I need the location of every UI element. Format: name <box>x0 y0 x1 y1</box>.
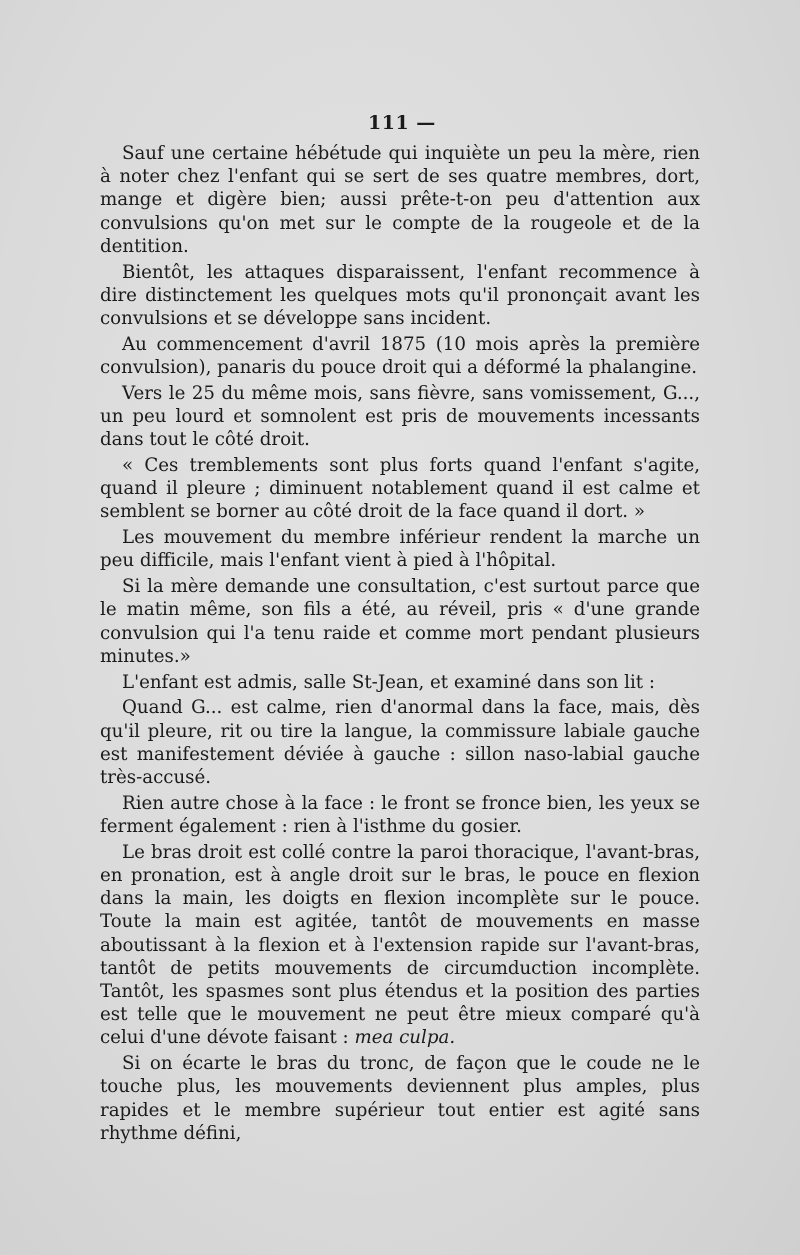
paragraph-11 <box>100 841 700 1050</box>
paragraph-11-text: Le bras droit est collé contre la paroi thoracique, l'avant-bras, en pronation, est à angle droit sur le bras, le pouce en flexion dans la main, les doigts en flexion incomplète sur le pouce. Toute la main est agitée, tantôt de mouvements en masse aboutissant à la flexion et à l'extension rapide sur l'avant-bras, tantôt de petits mouvements de circumduction incomplète. Tantôt, les spasmes sont plus étendus et la position des parties est telle que le mouvement ne peut être mieux comparé qu'à celui d'une dévote faisant : <box>100 841 700 1049</box>
body-text <box>100 142 700 1145</box>
latin-phrase: mea culpa. <box>354 1027 456 1049</box>
paragraph-4: Vers le 25 du même mois, sans fièvre, sans vomissement, G..., un peu lourd et somnolent est pris de mouvements incessants dans tout le côté droit. <box>100 382 700 451</box>
paragraph-5-quote: « Ces tremblements sont plus forts quand l'enfant s'agite, quand il pleure ; diminuent notablement quand il est calme et semblent se borner au côté droit de la face quand il dort. » <box>100 455 700 523</box>
paragraph-6: Les mouvement du membre inférieur rendent la marche un peu difficile, mais l'enfant vient à pied à l'hôpital. <box>100 527 700 572</box>
paragraph-9: Quand G... est calme, rien d'anormal dans la face, mais, dès qu'il pleure, rit ou tire la langue, la commissure labiale gauche est manifestement déviée à gauche : sillon naso-labial gauche très-accusé. <box>100 697 700 789</box>
page-number: 111 — <box>368 112 436 134</box>
paragraph-12: Si on écarte le bras du tronc, de façon que le coude ne le touche plus, les mouvements deviennent plus amples, plus rapides et le membre supérieur tout entier est agité sans rhythme défini, <box>100 1053 700 1144</box>
paragraph-2: Bientôt, les attaques disparaissent, l'enfant recommence à dire distinctement les quelques mots qu'il prononçait avant les convulsions et se développe sans incident. <box>100 261 700 330</box>
paragraph-10: Rien autre chose à la face : le front se fronce bien, les yeux se ferment également : rien à l'isthme du gosier. <box>100 792 700 838</box>
paragraph-3: Au commencement d'avril 1875 (10 mois après la première convulsion), panaris du pouce droit qui a déformé la phalangine. <box>100 333 700 379</box>
paragraph-7: Si la mère demande une consultation, c'est surtout parce que le matin même, son fils a été, au réveil, pris « d'une grande convulsion qui l'a tenu raide et comme mort pendant plusieurs minutes.» <box>100 576 700 667</box>
paragraph-1: Sauf une certaine hébétude qui inquiète un peu la mère, rien à noter chez l'enfant qui se sert de ses quatre membres, dort, mange et digère bien; aussi prête-t-on peu d'attention aux convulsions qu'on met sur le compte de la rougeole et de la dentition. <box>100 143 700 257</box>
paragraph-8: L'enfant est admis, salle St-Jean, et examiné dans son lit : <box>122 671 655 693</box>
